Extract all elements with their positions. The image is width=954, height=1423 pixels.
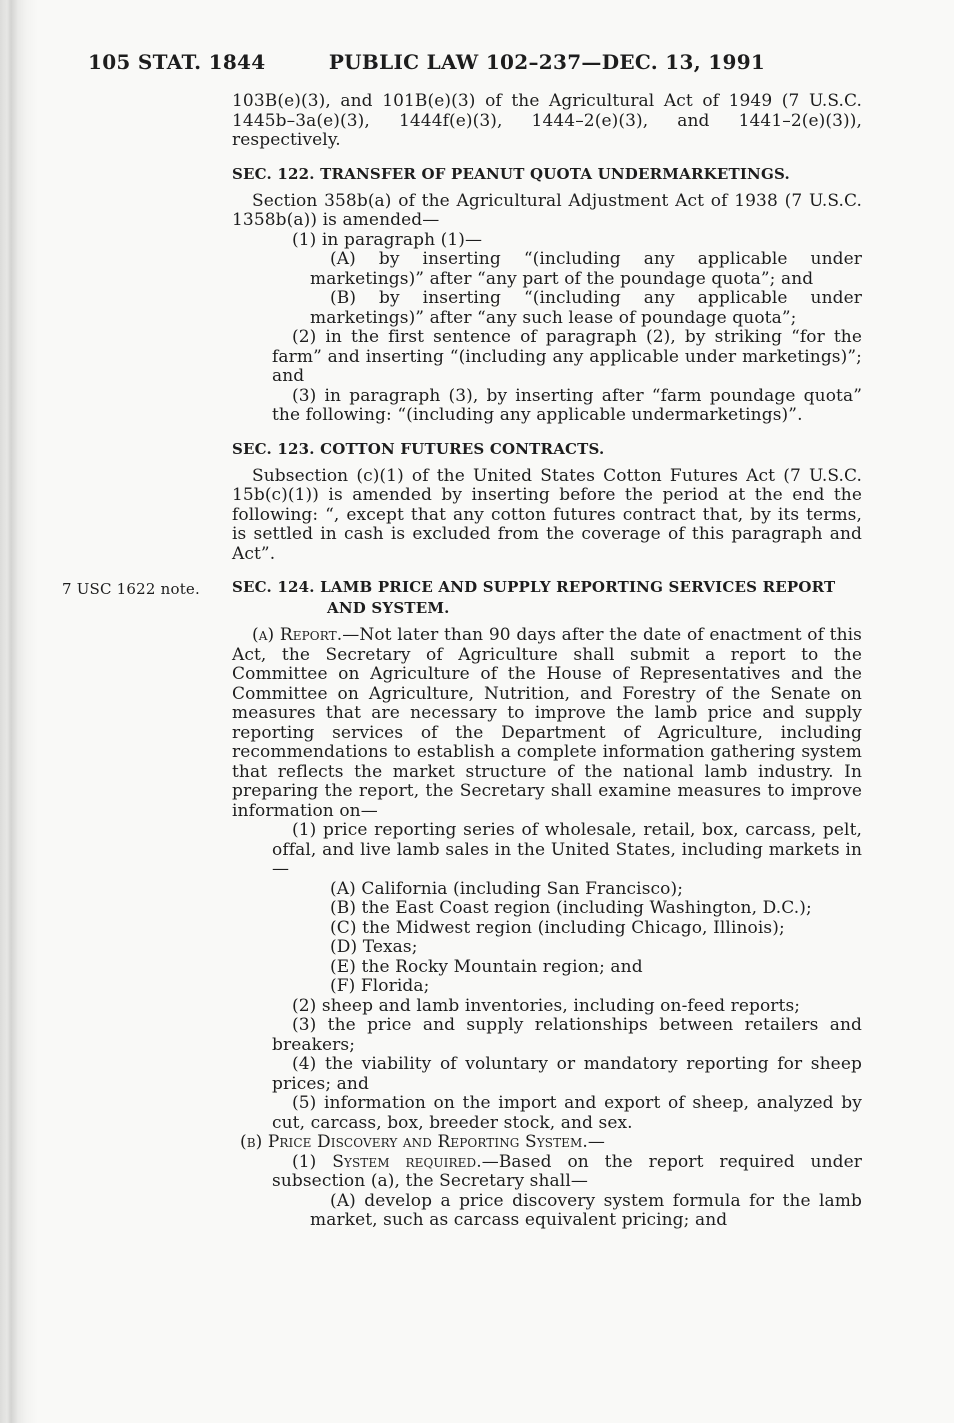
paragraph-text: (2) in the first sentence of paragraph (2), by striking “for the farm” and inserting “(including any applicable under marketings)”; and (272, 327, 862, 386)
statute-paragraph (310, 880, 862, 900)
statute-paragraph (232, 626, 862, 821)
paragraph-text: SEC. 122. TRANSFER OF PEANUT QUOTA UNDERMARKETINGS. (232, 164, 790, 183)
paragraph-text: (E) the Rocky Mountain region; and (330, 956, 643, 977)
statute-paragraph (272, 1016, 862, 1055)
statute-paragraph (272, 997, 862, 1017)
paragraph-text: Subsection (c)(1) of the United States Cotton Futures Act (7 U.S.C. 15b(c)(1)) is amended by inserting before the period at the end the following: “, except that any cotton futures contract that, by its terms, is settled in cash is excluded from the coverage of this paragraph and Act”. (232, 465, 862, 564)
section-heading (232, 439, 862, 460)
paragraph-text: (D) Texas; (330, 937, 418, 957)
paragraph-text: Based on the report required under subsection (a), the Secretary shall— (272, 1151, 862, 1191)
paragraph-text: SEC. 123. COTTON FUTURES CONTRACTS. (232, 439, 605, 458)
paragraph-text: (5) information on the import and export of sheep, analyzed by cut, carcass, box, breeder stock, and sex. (272, 1093, 862, 1133)
statute-paragraph (272, 1055, 862, 1094)
small-caps-lead: (b) Price Discovery and Reporting System.— (240, 1132, 606, 1152)
statute-paragraph (272, 328, 862, 387)
paragraph-text: (3) in paragraph (3), by inserting after “farm poundage quota” the following: “(including any applicable undermarketings)”. (272, 385, 862, 425)
paragraph-text: (C) the Midwest region (including Chicago, Illinois); (330, 917, 785, 938)
statute-paragraph (310, 899, 862, 919)
statute-paragraph (272, 387, 862, 426)
paragraph-text: (2) sheep and lamb inventories, including on-feed reports; (292, 995, 801, 1016)
running-head (0, 50, 954, 78)
small-caps-lead: (a) Report.— (252, 625, 360, 645)
margin-note-usc-citation: 7 USC 1622 note. (62, 580, 200, 598)
small-caps-lead: (1) System required.— (292, 1151, 499, 1172)
paragraph-text: SEC. 124. LAMB PRICE AND SUPPLY REPORTING SERVICES REPORT AND SYSTEM. (232, 578, 836, 617)
paragraph-text: (F) Florida; (330, 976, 430, 996)
statute-paragraph (310, 938, 862, 958)
paragraph-text: (1) in paragraph (1)— (292, 229, 483, 250)
scan-gutter-edge (0, 0, 38, 1423)
statute-paragraph (272, 821, 862, 880)
law-header: PUBLIC LAW 102–237—DEC. 13, 1991 (328, 50, 766, 74)
paragraph-text: (4) the viability of voluntary or mandatory reporting for sheep prices; and (272, 1054, 862, 1094)
statute-paragraph (232, 467, 862, 565)
paragraph-text: 103B(e)(3), and 101B(e)(3) of the Agricultural Act of 1949 (7 U.S.C. 1445b–3a(e)(3), 1444f(e)(3), 1444–2(e)(3), and 1441–2(e)(3)), respectively. (232, 91, 862, 150)
statute-paragraph (310, 250, 862, 289)
paragraph-text: Section 358b(a) of the Agricultural Adjustment Act of 1938 (7 U.S.C. 1358b(a)) is amended— (232, 190, 862, 230)
statute-paragraph (310, 289, 862, 328)
section-heading (232, 577, 862, 619)
statute-text-column (232, 92, 862, 1231)
statute-paragraph (272, 1153, 862, 1192)
statute-paragraph (310, 1192, 862, 1231)
statute-paragraph (272, 1094, 862, 1133)
statute-paragraph (310, 958, 862, 978)
statute-paragraph (310, 977, 862, 997)
paragraph-text: (B) the East Coast region (including Washington, D.C.); (330, 898, 812, 918)
statute-paragraph (272, 231, 862, 251)
section-heading (232, 164, 862, 185)
statute-paragraph (232, 1133, 862, 1153)
statute-paragraph (310, 919, 862, 939)
paragraph-text: (A) California (including San Francisco); (330, 878, 684, 899)
paragraph-text: (1) price reporting series of wholesale, retail, box, carcass, pelt, offal, and live lamb sales in the United States, including markets in— (272, 820, 862, 879)
paragraph-text: (B) by inserting “(including any applicable under marketings)” after “any such lease of poundage quota”; (310, 288, 862, 328)
paragraph-text: (3) the price and supply relationships between retailers and breakers; (272, 1015, 862, 1055)
paragraph-text: (A) develop a price discovery system formula for the lamb market, such as carcass equivalent pricing; and (310, 1190, 862, 1230)
statute-paragraph (232, 92, 862, 151)
paragraph-text: Not later than 90 days after the date of enactment of this Act, the Secretary of Agriculture shall submit a report to the Committee on Agriculture of the House of Representatives and the Committee on Agriculture, Nutrition, and Forestry of the Senate on measures that are necessary to improve the lamb price and supply reporting services of the Department of Agriculture, including recommendations to establish a complete information gathering system that reflects the market structure of the national lamb industry. In preparing the report, the Secretary shall examine measures to improve information on— (232, 625, 863, 821)
stat-page-number: 105 STAT. 1844 (88, 50, 266, 74)
statute-paragraph (232, 192, 862, 231)
paragraph-text: (A) by inserting “(including any applicable under marketings)” after “any part of the poundage quota”; and (310, 249, 862, 289)
